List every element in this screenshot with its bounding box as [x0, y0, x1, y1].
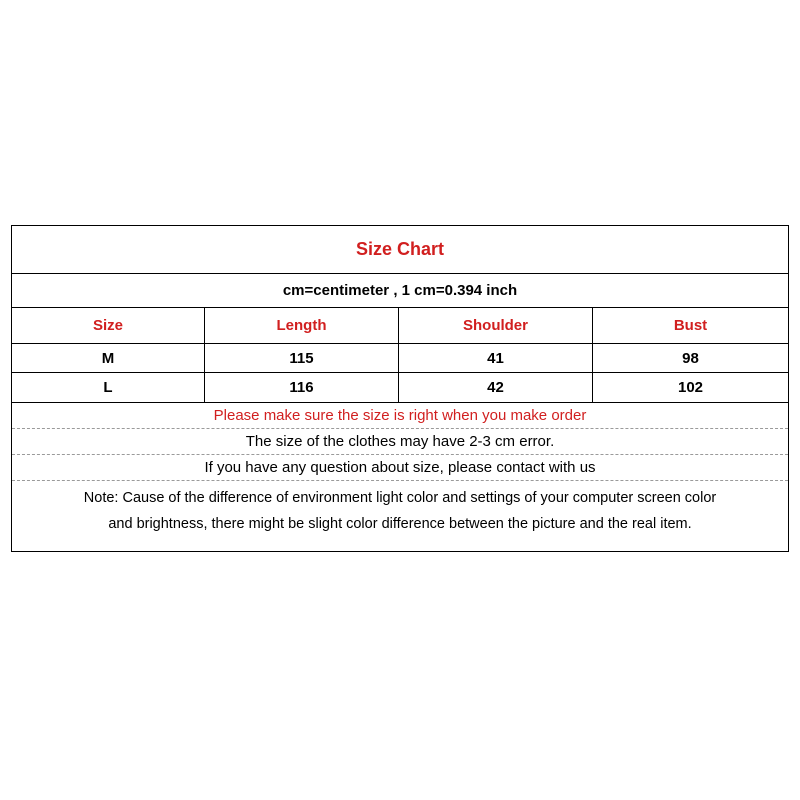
- unit-note: cm=centimeter , 1 cm=0.394 inch: [12, 274, 788, 308]
- contact-notice: If you have any question about size, please contact with us: [12, 455, 788, 481]
- cell-length: 115: [205, 344, 399, 372]
- color-note: [12, 481, 788, 541]
- table-row: [12, 373, 788, 403]
- table-header-row: [12, 308, 788, 344]
- cell-bust: 98: [682, 349, 699, 367]
- header-size: Size: [12, 308, 205, 343]
- order-notice: Please make sure the size is right when you make order: [12, 403, 788, 429]
- header-bust: Bust: [673, 317, 708, 334]
- cell-bust: 102: [677, 379, 704, 396]
- header-shoulder: Shoulder: [399, 308, 593, 343]
- cell-size: L: [12, 373, 205, 402]
- cell-length: 116: [205, 373, 399, 402]
- cell-shoulder: 41: [399, 344, 593, 372]
- error-notice: The size of the clothes may have 2-3 cm error.: [12, 429, 788, 455]
- cell-size: M: [12, 344, 205, 372]
- color-note-line2: and brightness, there might be slight color difference between the picture and the real item.: [108, 516, 692, 532]
- size-chart-table: [11, 225, 789, 552]
- chart-title: Size Chart: [12, 226, 788, 274]
- color-note-line1: Note: Cause of the difference of environment light color and settings of your computer screen color: [83, 490, 717, 506]
- table-row: [12, 344, 788, 373]
- cell-shoulder: 42: [399, 373, 593, 402]
- header-length: Length: [205, 308, 399, 343]
